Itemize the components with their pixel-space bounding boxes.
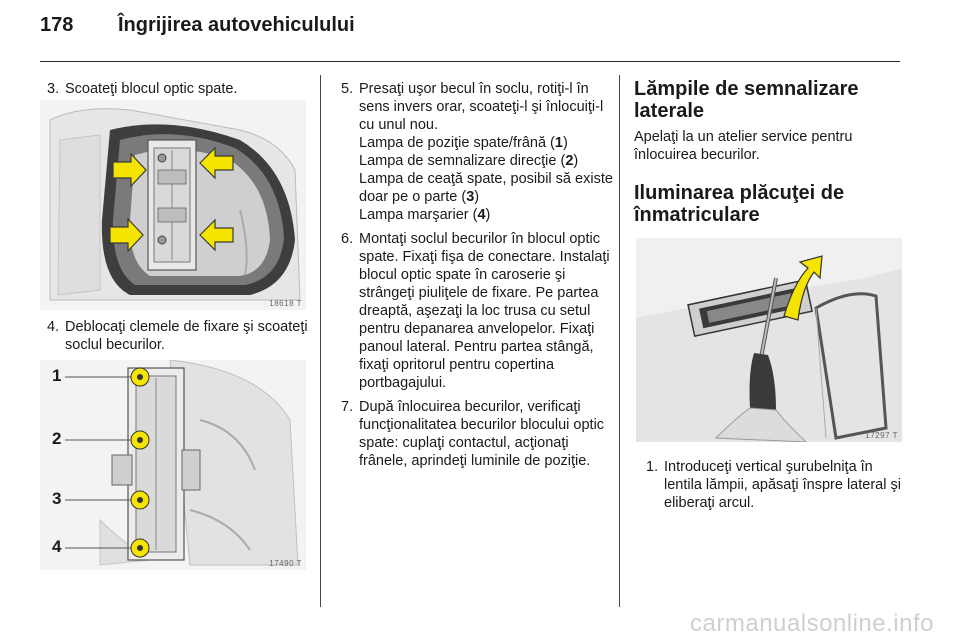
lamp-item (359, 134, 613, 152)
step-5 (341, 80, 613, 224)
step-text: Montaţi soclul becurilor în blocul optic spate. Fixaţi fişa de conectare. Instalaţi blocul optic spate în caroserie şi strângeţi piuliţele de fixare. Pe partea dreaptă, aşezaţi la loc trusa cu setul pentru depanarea anvelopelor. Fixaţi panoul lateral. Pentru partea stângă, fixaţi opritorul pentru copertina portbagajului. (359, 231, 610, 391)
watermark: carmanualsonline.info (690, 610, 934, 637)
step-text: Deblocaţi clemele de fixare şi scoateţi soclul becurilor. (65, 319, 308, 353)
bulb-marker-icon (131, 539, 149, 557)
step-number: 7. (341, 399, 354, 415)
step-text: Scoateţi blocul optic spate. (65, 81, 238, 97)
lamp-close: ) (485, 207, 491, 223)
left-column (47, 80, 312, 102)
lamp-item (359, 152, 613, 170)
header-rule (40, 61, 900, 62)
tail-light-illustration (40, 100, 306, 310)
middle-column (341, 80, 613, 474)
callout-1: 1 (52, 366, 62, 385)
lamp-text: Lampa marşarier ( (359, 207, 478, 223)
step-1 (646, 458, 902, 512)
lamp-close: ) (474, 189, 480, 205)
step-7 (341, 398, 613, 470)
step-text: Introduceţi vertical şurubelniţa în lentila lămpii, apăsaţi înspre lateral şi eliberaţi arcul. (664, 459, 901, 511)
lamp-number: 1 (554, 135, 563, 151)
lamp-text: Lampa de semnalizare direcţie ( (359, 153, 566, 169)
chapter-title: Îngrijirea autovehiculului (118, 14, 355, 36)
step-number: 4. (47, 319, 60, 335)
figure-code: 17297 T (865, 431, 898, 440)
section-heading: Iluminarea plăcuţei de înmatriculare (634, 182, 845, 226)
step-4 (47, 318, 312, 354)
bulb-marker-icon (131, 491, 149, 509)
lamp-text: Lampa de poziţie spate/frână ( (359, 135, 555, 151)
step-number: 6. (341, 231, 354, 247)
bulb-marker-icon (131, 368, 149, 386)
lamp-text: Lampa de ceaţă spate, posibil să existe doar pe o parte ( (359, 171, 613, 205)
column-divider-left (320, 75, 321, 607)
license-plate-lamp-figure (636, 238, 902, 442)
bulb-holder-figure (40, 360, 306, 570)
lamp-item (359, 206, 613, 224)
section-heading: Lămpile de semnalizare laterale (634, 78, 859, 122)
figure-code: 17490 T (269, 559, 302, 568)
step-text: După înlocuirea becurilor, verificaţi funcţionalitatea becurilor blocului optic spate: cuplaţi contactul, acţionaţi frânele, aprindeţi luminile de poziţie. (359, 399, 605, 469)
right-column (634, 78, 902, 226)
right-column-lower (646, 458, 902, 516)
callout-4: 4 (52, 537, 62, 556)
tail-light-figure (40, 100, 306, 310)
column-divider-right (619, 75, 620, 607)
step-number: 1. (646, 459, 659, 475)
lamp-number: 3 (466, 189, 475, 205)
left-column-lower (47, 318, 312, 358)
bulb-marker-icon (131, 431, 149, 449)
step-3 (47, 80, 312, 98)
lamp-close: ) (562, 135, 568, 151)
callout-3: 3 (52, 489, 62, 508)
license-lamp-illustration (636, 238, 902, 442)
bulb-holder-illustration (40, 360, 306, 570)
section-text: Apelaţi la un atelier service pentru înlocuirea becurilor. (634, 129, 853, 163)
step-6 (341, 230, 613, 392)
callout-2: 2 (52, 429, 62, 448)
lamp-number: 2 (565, 153, 574, 169)
lamp-item (359, 170, 613, 206)
step-number: 3. (47, 81, 60, 97)
figure-code: 18618 T (269, 299, 302, 308)
page-number: 178 (40, 14, 74, 36)
step-text: Presaţi uşor becul în soclu, rotiţi-l în sens invers orar, scoateţi-l şi înlocuiţi-l cu unul nou. (359, 81, 604, 133)
step-number: 5. (341, 81, 354, 97)
lamp-close: ) (573, 153, 579, 169)
lamp-number: 4 (477, 207, 486, 223)
